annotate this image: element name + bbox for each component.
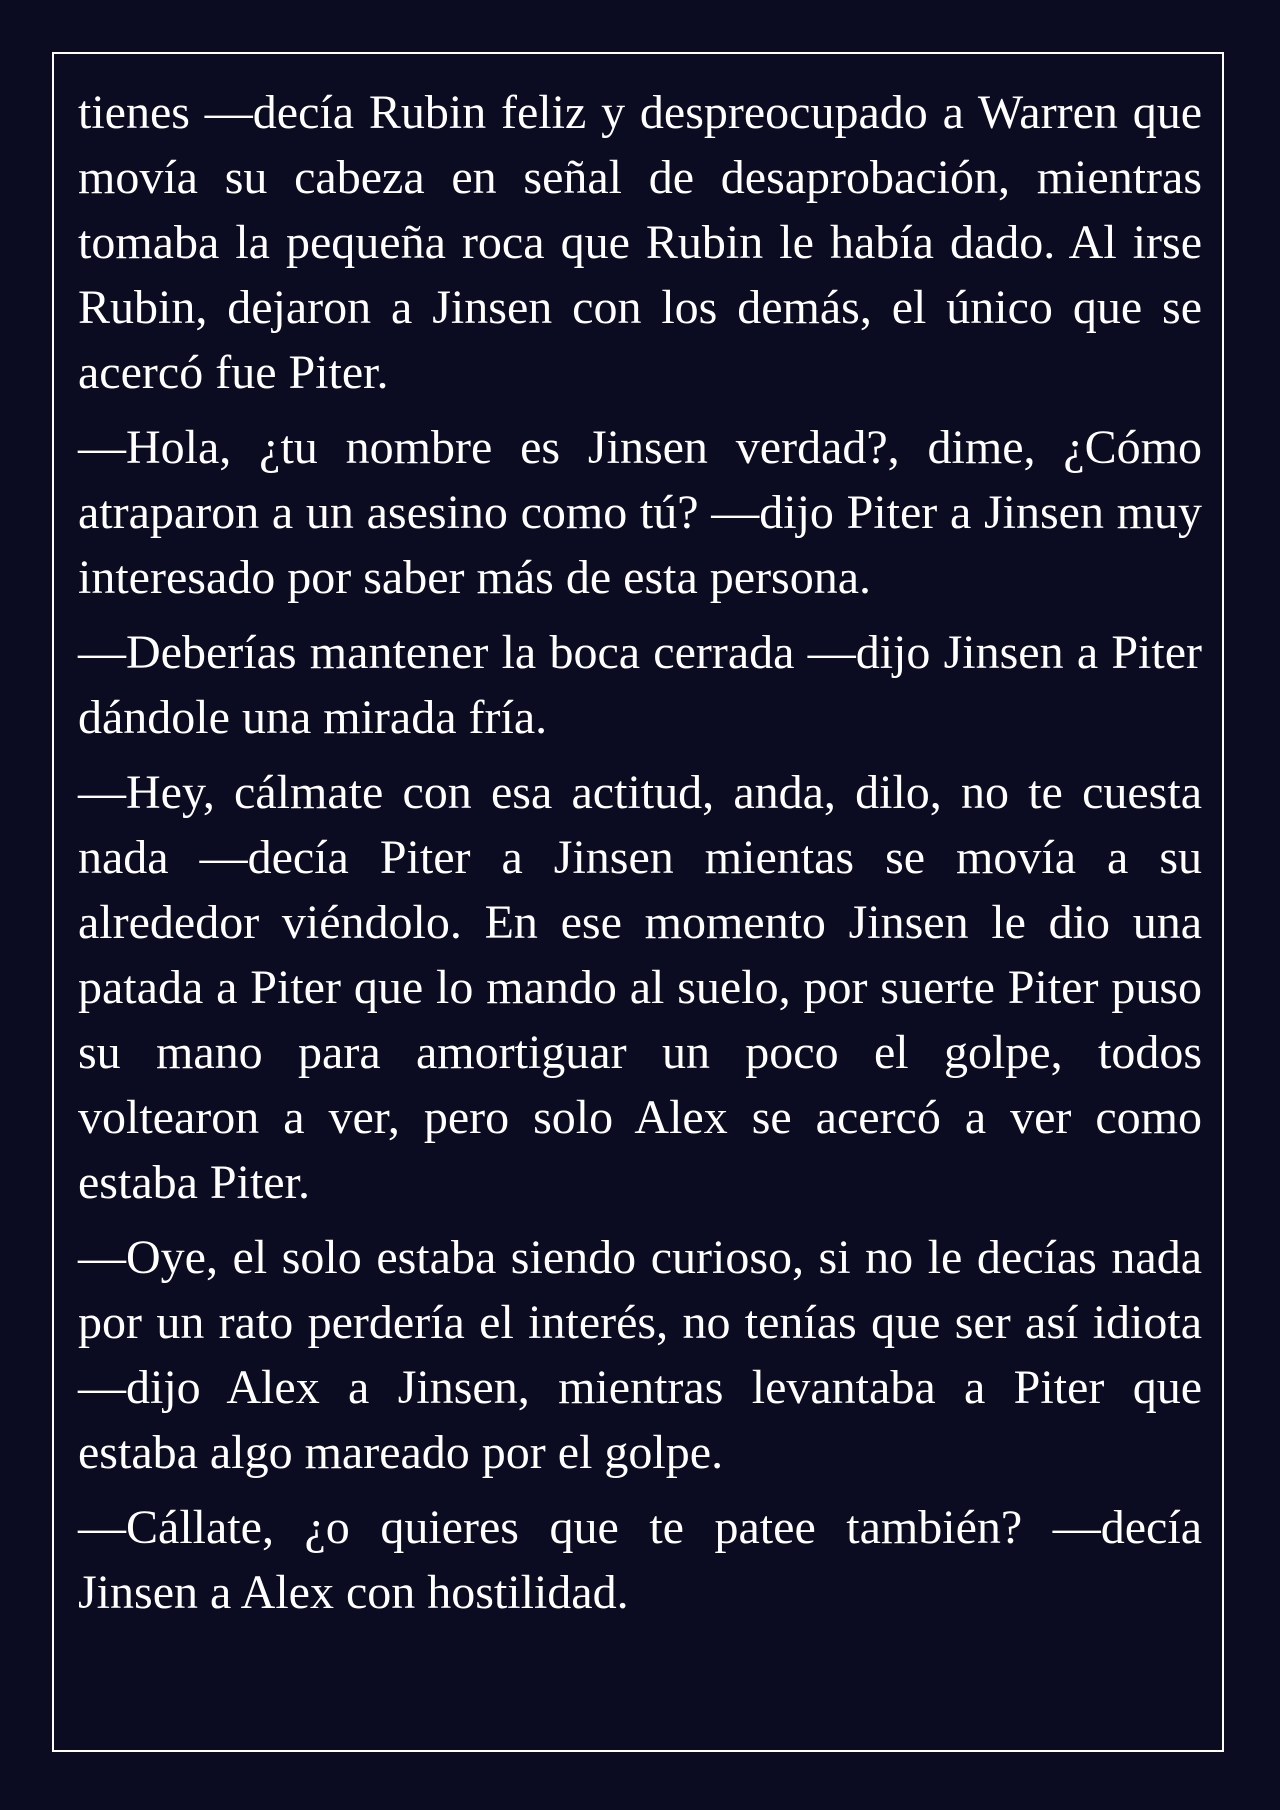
paragraph: —Deberías mantener la boca cerrada —dijo Jinsen a Piter dándole una mirada fría. (78, 626, 1202, 744)
paragraph: —Cállate, ¿o quieres que te patee también? —decía Jinsen a Alex con hostilidad. (78, 1501, 1202, 1619)
paragraph: —Oye, el solo estaba siendo curioso, si no le decías nada por un rato perdería el interés, no tenías que ser así idiota —dijo Alex a Jinsen, mientras levantaba a Piter que estaba algo mareado por el golpe. (78, 1231, 1202, 1479)
paragraph: tienes —decía Rubin feliz y despreocupado a Warren que movía su cabeza en señal de desaprobación, mientras tomaba la pequeña roca que Rubin le había dado. Al irse Rubin, dejaron a Jinsen con los demás, el único que se acercó fue Piter. (78, 86, 1202, 399)
document-body (78, 80, 1202, 1635)
paragraph: —Hey, cálmate con esa actitud, anda, dilo, no te cuesta nada —decía Piter a Jinsen mientas se movía a su alrededor viéndolo. En ese momento Jinsen le dio una patada a Piter que lo mando al suelo, por suerte Piter puso su mano para amortiguar un poco el golpe, todos voltearon a ver, pero solo Alex se acercó a ver como estaba Piter. (78, 766, 1202, 1209)
paragraph: —Hola, ¿tu nombre es Jinsen verdad?, dime, ¿Cómo atraparon a un asesino como tú? —dijo Piter a Jinsen muy interesado por saber más de esta persona. (78, 421, 1202, 604)
